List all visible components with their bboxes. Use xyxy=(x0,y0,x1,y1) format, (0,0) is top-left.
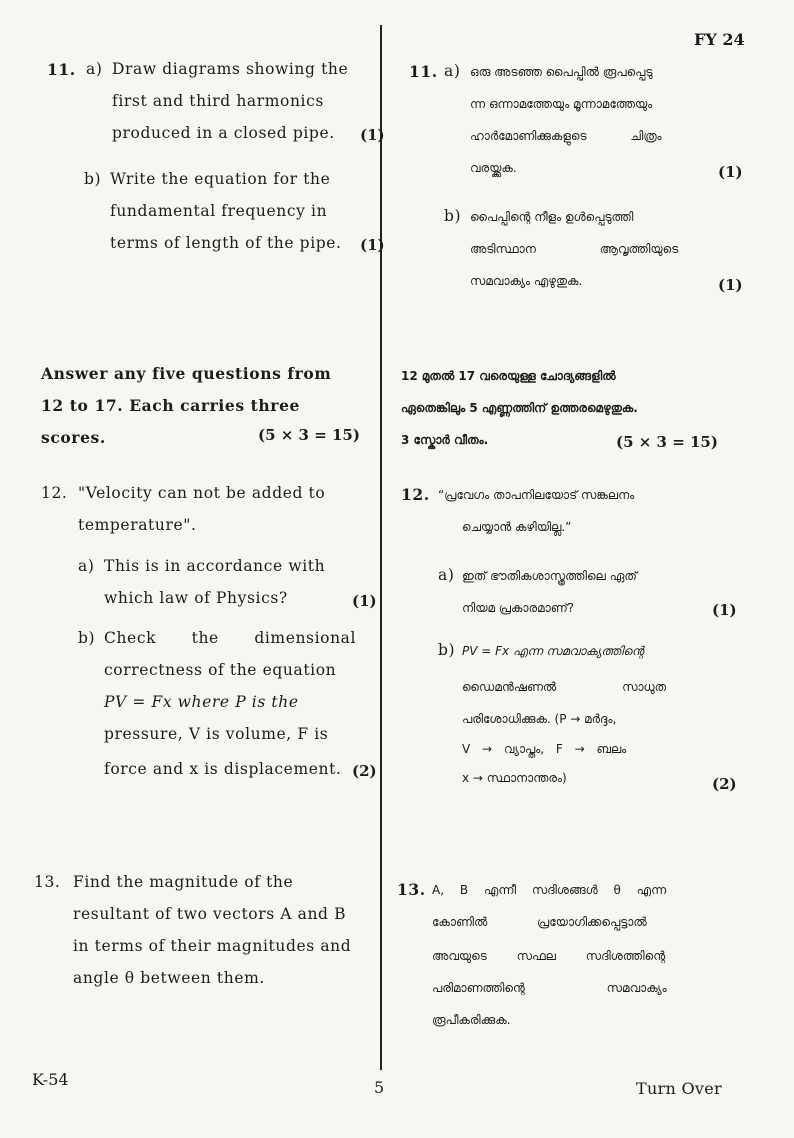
page-code: FY 24 xyxy=(694,30,745,49)
ml-q11b-mark: (1) xyxy=(718,276,743,294)
q12b-line-4: pressure, V is volume, F is xyxy=(104,725,329,743)
ml-q12-number: 12. xyxy=(401,485,430,504)
q11b-line-1: Write the equation for the xyxy=(110,170,331,188)
instruction-line-2: 12 to 17. Each carries three xyxy=(41,396,300,415)
q12a-label: a) xyxy=(78,557,95,575)
instruction-mark: (5 × 3 = 15) xyxy=(258,426,360,444)
ml-q12b-label: b) xyxy=(438,641,456,659)
ml-q13-line-5: രൂപീകരിക്കുക. xyxy=(432,1013,511,1027)
q13-line-2: resultant of two vectors A and B xyxy=(73,905,347,923)
ml-q12a-label: a) xyxy=(438,566,455,584)
ml-q12a-line-2: നിയമ പ്രകാരമാണ്? xyxy=(462,601,575,615)
ml-instruction-mark: (5 × 3 = 15) xyxy=(616,433,718,451)
q11b-label: b) xyxy=(84,170,102,188)
ml-q11b-label: b) xyxy=(444,207,462,225)
q13-line-4: angle θ between them. xyxy=(73,969,265,987)
page-number: 5 xyxy=(374,1078,385,1097)
q13-line-3: in terms of their magnitudes and xyxy=(73,937,352,955)
ml-q11a-line-2: ന്ന ഒന്നാമത്തേയും മൂന്നാമത്തേയും xyxy=(470,97,653,111)
q11a-mark: (1) xyxy=(360,126,385,144)
ml-q13-line-3: അവയുടെ സഫല സദിശത്തിന്റെ xyxy=(432,949,666,963)
ml-q12-line-2: ചെയ്യാൻ കഴിയില്ല.” xyxy=(462,520,572,534)
q12-line-1: "Velocity can not be added to xyxy=(78,484,326,502)
ml-q12b-line-5: x → സ്ഥാനാന്തരം) xyxy=(462,771,567,785)
ml-q11b-line-1: പൈപ്പിന്റെ നീളം ഉൾപ്പെടുത്തി xyxy=(470,210,634,224)
q13-number: 13. xyxy=(34,873,61,891)
ml-q12-line-1: “പ്രവേഗം താപനിലയോട് സങ്കലനം xyxy=(438,488,635,502)
q12a-line-1: This is in accordance with xyxy=(104,557,326,575)
q12b-mark: (2) xyxy=(352,762,377,780)
column-divider xyxy=(380,25,382,1070)
q13-line-1: Find the magnitude of the xyxy=(73,873,294,891)
q12b-line-2: correctness of the equation xyxy=(104,661,337,679)
ml-instruction-line-2: ഏതെങ്കിലും 5 എണ്ണത്തിന് ഉത്തരമെഴുതുക. xyxy=(401,401,638,415)
ml-q11b-line-2: അടിസ്ഥാന ആവൃത്തിയുടെ xyxy=(470,242,679,256)
ml-q12b-line-4: V → വ്യാപ്തം, F → ബലം xyxy=(462,742,627,756)
q11a-label: a) xyxy=(86,60,103,78)
ml-q13-line-1: A, B എന്നീ സദിശങ്ങൾ θ എന്ന xyxy=(432,883,667,897)
ml-instruction-line-3: 3 സ്കോർ വീതം. xyxy=(401,433,489,447)
ml-q11a-label: a) xyxy=(444,62,461,80)
ml-q12a-mark: (1) xyxy=(712,601,737,619)
q12b-label: b) xyxy=(78,629,96,647)
instruction-line-1: Answer any five questions from xyxy=(41,364,332,383)
ml-q11a-line-1: ഒരു അടഞ്ഞ പൈപ്പിൽ രൂപപ്പെടു xyxy=(470,65,653,79)
ml-q11a-line-3: ഹാർമോണിക്കുകളുടെ ചിത്രം xyxy=(470,129,662,143)
ml-q12b-mark: (2) xyxy=(712,775,737,793)
q11a-line-2: first and third harmonics xyxy=(112,92,324,110)
q11b-line-3: terms of length of the pipe. xyxy=(110,234,342,252)
ml-q13-number: 13. xyxy=(397,880,426,899)
q11-number: 11. xyxy=(47,60,76,79)
ml-q12b-line-3: പരിശോധിക്കുക. (P → മർദ്ദം, xyxy=(462,712,617,726)
q11a-line-3: produced in a closed pipe. xyxy=(112,124,335,142)
ml-q11-number: 11. xyxy=(409,62,438,81)
q12b-line-1: Check the dimensional xyxy=(104,629,357,647)
q12-number: 12. xyxy=(41,484,68,502)
q11b-line-2: fundamental frequency in xyxy=(110,202,328,220)
ml-q11b-line-3: സമവാക്യം എഴുതുക. xyxy=(470,274,583,288)
ml-q12b-line-2: ഡൈമൻഷണൽ സാധുത xyxy=(462,680,667,694)
ml-q12a-line-1: ഇത് ഭൗതികശാസ്ത്രത്തിലെ ഏത് xyxy=(462,569,637,583)
ml-q11a-mark: (1) xyxy=(718,163,743,181)
q12a-mark: (1) xyxy=(352,592,377,610)
ml-q13-line-2: കോണിൽ പ്രയോഗിക്കപ്പെട്ടാൽ xyxy=(432,915,647,929)
instruction-line-3: scores. xyxy=(41,428,106,447)
q11b-mark: (1) xyxy=(360,236,385,254)
q12-line-2: temperature". xyxy=(78,516,197,534)
ml-q11a-line-4: വരയ്ക്കുക. xyxy=(470,161,517,175)
q12b-line-5: force and x is displacement. xyxy=(104,760,342,778)
turn-over: Turn Over xyxy=(636,1079,722,1098)
footer-code: K-54 xyxy=(32,1070,69,1089)
q12b-line-3: PV = Fx where P is the xyxy=(104,693,299,711)
q12a-line-2: which law of Physics? xyxy=(104,589,288,607)
ml-q13-line-4: പരിമാണത്തിന്റെ സമവാക്യം xyxy=(432,981,667,995)
q11a-line-1: Draw diagrams showing the xyxy=(112,60,349,78)
ml-instruction-line-1: 12 മുതൽ 17 വരെയുള്ള ചോദ്യങ്ങളിൽ xyxy=(401,369,616,383)
ml-q12b-line-1: PV = Fx എന്ന സമവാക്യത്തിന്റെ xyxy=(462,644,644,658)
